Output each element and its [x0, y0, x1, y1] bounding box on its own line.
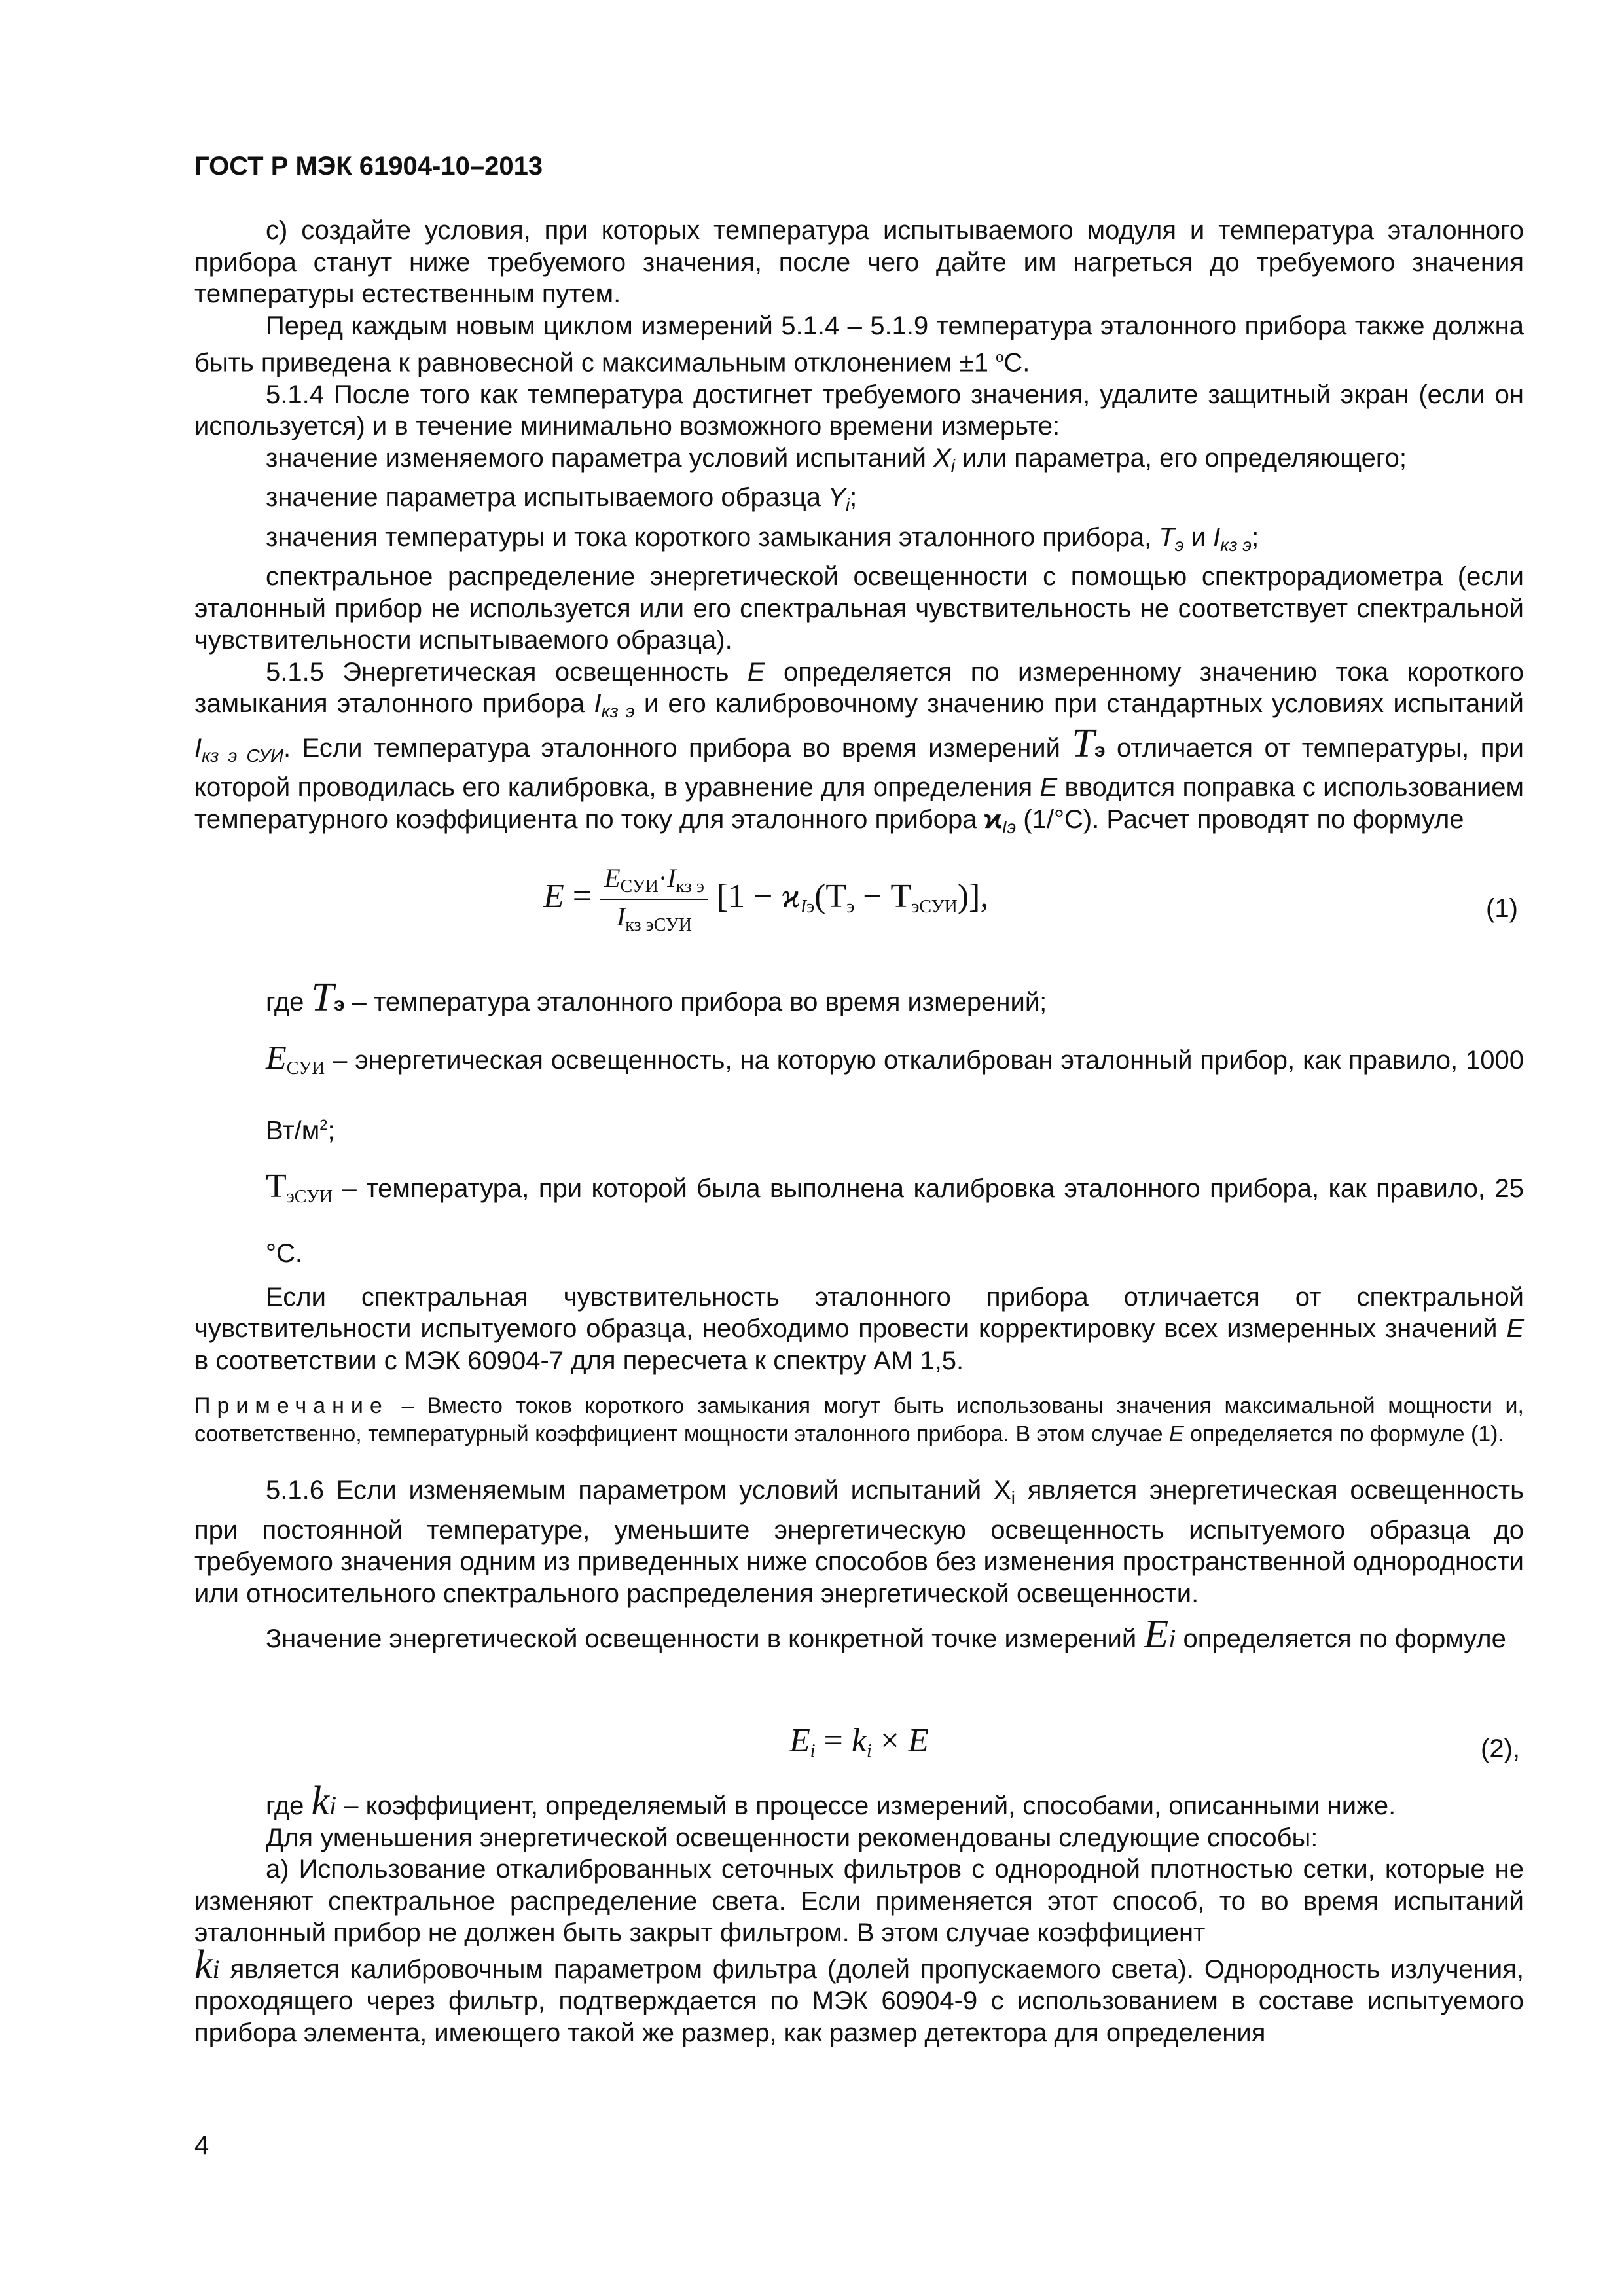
text: – Вместо токов короткого замыкания могут быть использованы значения максимальной мощности и, соответственно, температурный коэффициент мощности эталонного прибора. В этом случае [194, 1393, 1524, 1447]
text: Перед каждым новым циклом измерений 5.1.4 – 5.1.9 температура эталонного прибора также должна быть приведена к равновесной с максимальным отклонением ±1 [194, 311, 1524, 378]
text: где [266, 1791, 312, 1820]
where-ki [194, 1779, 1524, 1823]
subscript-e: э [333, 994, 345, 1015]
text: или параметра, его определяющего; [954, 443, 1407, 473]
degree-sign: o [996, 349, 1004, 365]
text: является калибровочным параметром фильтра (долей пропускаемого света). Однородность излучения, проходящего через фильтр, подтверждается по МЭК 60904-9 с использованием в составе испытуемого прибора элемента, имеющего такой же размер, как размер детектора для определения [194, 1954, 1524, 2047]
symbol-esui: $E_{СУИ}$ [266, 1039, 325, 1079]
text-block-bottom [194, 1779, 1524, 2049]
text: отличается от температуры, при которой проводилась его калибровка, в уравнение для определения [194, 733, 1525, 802]
text: – энергетическая освещенность, на которую откалиброван эталонный прибор, как правило, 1000 Вт/м [266, 1045, 1524, 1145]
text: в соответствии с МЭК 60904-7 для пересчета к спектру АМ 1,5. [194, 1346, 964, 1375]
text: (1/°С). Расчет проводят по формуле [1016, 804, 1464, 834]
text: является энергетическая освещенность при постоянной температуре, уменьшите энергетическую освещенность испытуемого образца до требуемого значения одним из приведенных ниже способов без изменения пространственной однородности или относительного спектрального распределения энергетической освещенности. [194, 1476, 1524, 1608]
text: вводится поправка с использованием температурного коэффициента по току для эталонного прибора [194, 773, 1524, 834]
formula-1-number: (1) [1486, 894, 1518, 923]
formula-2: $E_i = k_i \times E$ [789, 1722, 929, 1761]
symbol-yi: $Y_i$ [828, 483, 850, 516]
text: – температура, при которой была выполнена калибровка эталонного прибора, как правило, 25 °С. [266, 1174, 1524, 1268]
text: – температура эталонного прибора во время измерений; [344, 988, 1047, 1016]
list-item-temp: значения температуры и тока короткого замыкания эталонного прибора, $T_э$ и $I_{кз э}$; [266, 522, 1259, 555]
symbol-ikze: $I_{кз э}$ [1213, 522, 1252, 555]
formula-2-number: (2), [1481, 1734, 1520, 1763]
paragraph-c: c) создайте условия, при которых температура испытываемого модуля и температура эталонного прибора станут ниже требуемого значения, после чего дайте им нагреться до требуемого значения температуры естественным путем. [194, 216, 1524, 308]
where-esui: $E_{СУИ}$ – энергетическая освещенность, на которую откалиброван эталонный прибор, как правило, 1000 $Вт/м^2$; [266, 1039, 1524, 1145]
text: а) Использование откалиброванных сеточных фильтров с однородной плотностью сетки, которые не изменяют спектральное распределение света. Если применяется этот способ, то во время испытаний эталонный прибор не должен быть закрыт фильтром. В этом случае коэффициент [194, 1855, 1524, 1947]
formula-1-fraction: $\frac{E_{СУИ}\cdot I_{кз э}}{I_{кз эСУИ}}$ [600, 863, 708, 936]
text: Если спектральная чувствительность эталонного прибора отличается от спектральной чувствительности испытуемого образца, необходимо провести корректировку всех измеренных значений [194, 1282, 1524, 1344]
paragraph-5-1-5 [194, 656, 1524, 844]
text: определяется по измеренному значению тока короткого замыкания эталонного прибора [194, 657, 1525, 719]
subscript-i: i [1011, 1488, 1015, 1509]
subscript-e: э [1094, 739, 1106, 761]
text-block-where [194, 975, 1524, 1657]
formula-1: E = $\frac{E_{СУИ}\cdot I_{кз э}}{I_{кз эСУИ}}$ $[1 - ϰ_{Iэ}(T_э - T_{эСУИ})]$, [543, 863, 989, 935]
page-number: 4 [194, 2131, 209, 2160]
paragraph-methods: Для уменьшения энергетической освещенности рекомендованы следующие способы: [266, 1823, 1318, 1852]
text: определяется по формуле [1176, 1624, 1506, 1654]
text: где [266, 988, 312, 1016]
symbol-e: E [1168, 1422, 1184, 1447]
symbol-ei-large: Ei [1144, 1612, 1176, 1657]
text: С. [1003, 348, 1030, 378]
list-item-y: значение параметра испытываемого образца $Y_i$; [266, 483, 857, 516]
document-header: ГОСТ Р МЭК 61904-10–2013 [194, 152, 543, 181]
symbol-t-e-large: T [1072, 721, 1094, 766]
paragraph-ei [194, 1612, 1524, 1657]
where-te [194, 975, 1524, 1021]
superscript-2: 2 [319, 1116, 328, 1133]
symbol-ikze: $I_{кз э}$ [594, 689, 635, 722]
symbol-xi: $X_i$ [933, 443, 955, 476]
symbol-e: E [1039, 773, 1058, 802]
where-tesui [194, 1158, 1524, 1282]
paragraph-spectral-correction [194, 1282, 1524, 1377]
symbol-ikze-sui: $I_{кз э СУИ}$ [194, 733, 284, 766]
note-label: Примечание [194, 1393, 389, 1419]
list-item-spectral: спектральное распределение энергетической освещенности с помощью спектрорадиометра (если эталонный прибор не используется или его спектральная чувствительность не соответствует спектральной чувствительности испытываемого образца). [194, 562, 1524, 655]
text: 5.1.5 Энергетическая освещенность [266, 657, 748, 687]
paragraph-before-cycle [194, 310, 1524, 379]
text: . Если температура эталонного прибора во время измерений [283, 733, 1072, 762]
text: – коэффициент, определяемый в процессе измерений, способами, описанными ниже. [336, 1791, 1396, 1820]
text: значение изменяемого параметра условий испытаний [266, 443, 934, 473]
symbol-t-e-large: T [311, 975, 334, 1020]
symbol-e: E [747, 657, 765, 687]
symbol-te: $T_э$ [1159, 522, 1184, 555]
text: значение параметра испытываемого образца [266, 483, 829, 512]
paragraph-5-1-6 [194, 1475, 1524, 1609]
symbol-e: E [1506, 1314, 1524, 1344]
paragraph-5-1-4: 5.1.4 После того как температура достигнет требуемого значения, удалите защитный экран (если он используется) и в течение минимально возможного времени измерьте: [194, 380, 1524, 441]
list-item-x [194, 442, 1524, 482]
text-block-top [194, 215, 1524, 843]
text: определяется по формуле (1). [1183, 1422, 1504, 1447]
symbol-ki-large: ki [194, 1942, 220, 1987]
text: и его калибровочному значению при стандартных условиях испытаний [634, 689, 1524, 719]
note [194, 1392, 1524, 1448]
paragraph-a [194, 1854, 1524, 2049]
symbol-ki-large: ki [311, 1779, 337, 1823]
text: Значение энергетической освещенности в конкретной точке измерений [266, 1624, 1144, 1654]
symbol-kappa: $ϰ_{Iэ}$ [984, 804, 1017, 837]
text: значения температуры и тока короткого замыкания эталонного прибора, [266, 522, 1159, 552]
symbol-tesui: $T_{эСУИ}$ [266, 1167, 333, 1207]
text: 5.1.6 Если изменяемым параметром условий испытаний X [266, 1476, 1011, 1505]
